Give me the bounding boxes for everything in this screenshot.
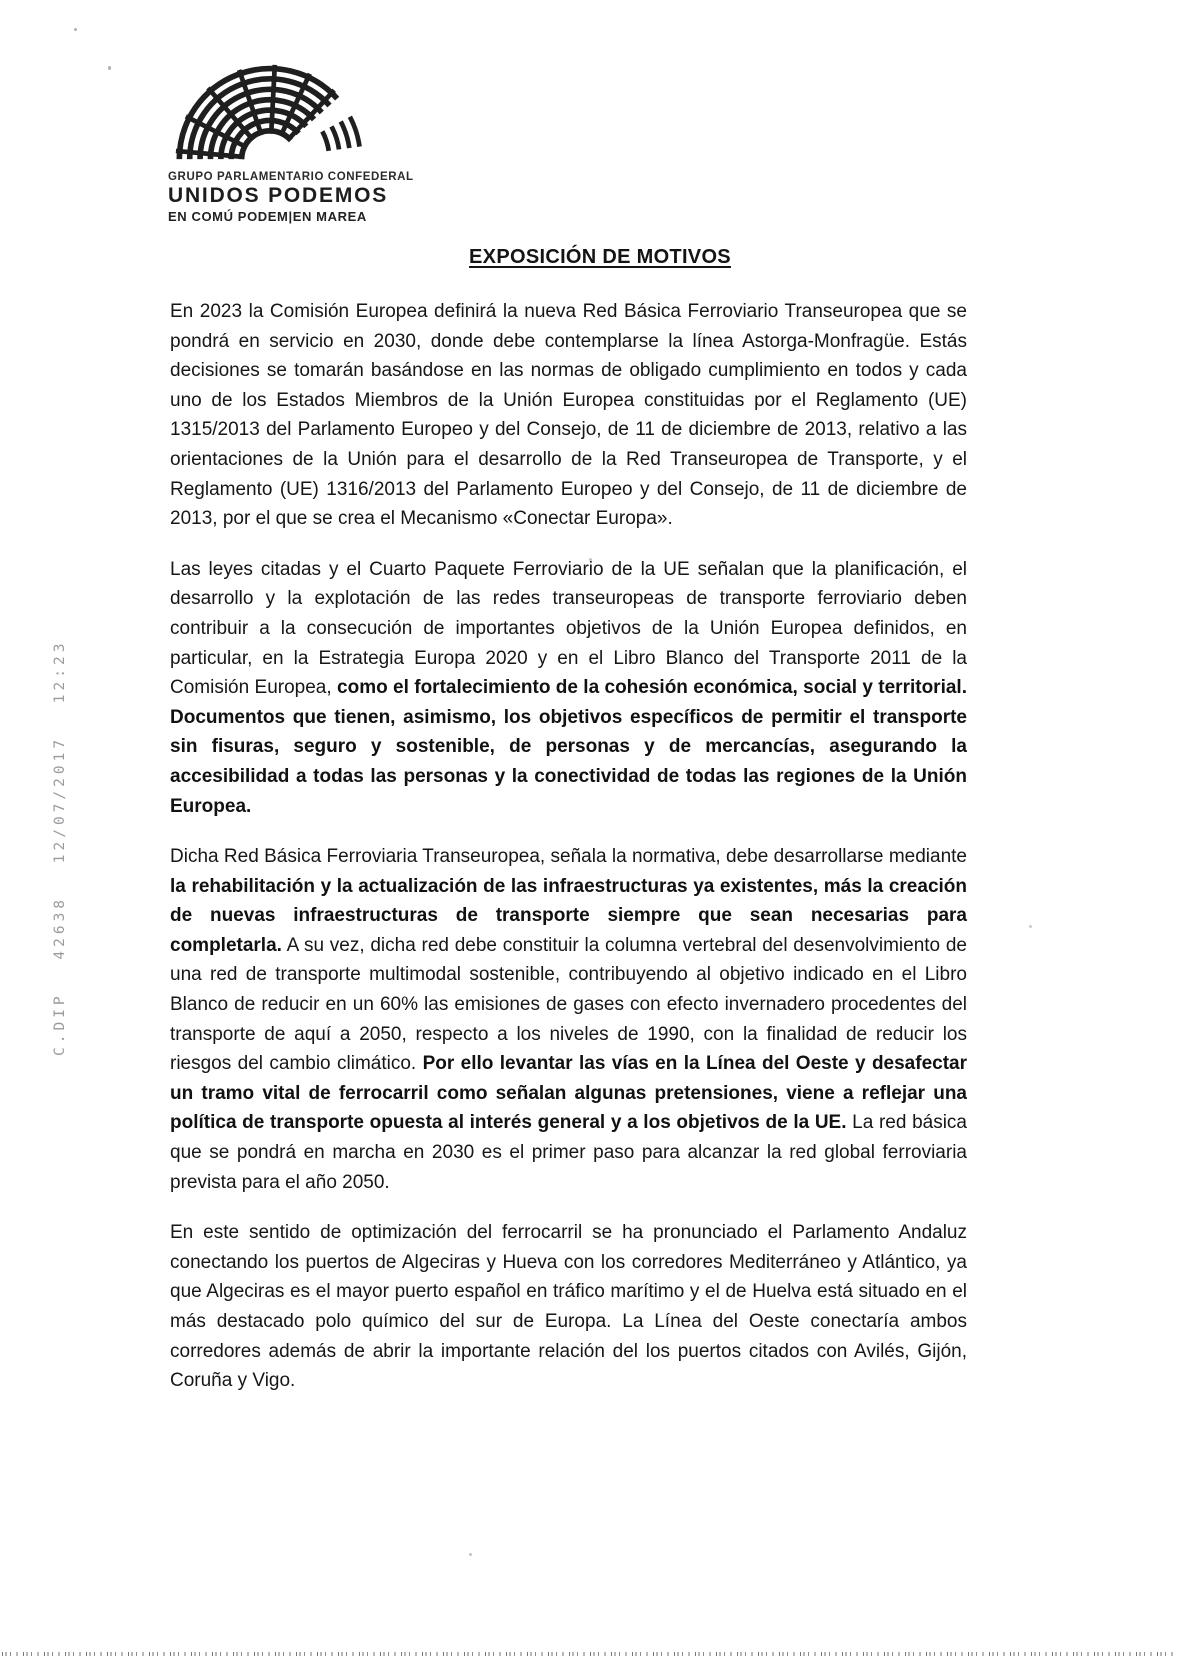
logo-coalition-line: EN COMÚ PODEM|EN MAREA xyxy=(168,209,367,224)
scan-speck xyxy=(1029,925,1032,928)
scan-speck xyxy=(108,66,111,70)
paragraph xyxy=(170,297,967,534)
paragraph-segment: En este sentido de optimización del ferrocarril se ha pronunciado el Parlamento Andaluz conectando los puertos de Algeciras y Hueva con los corredores Mediterráneo y Atlántico, ya que Algeciras es el mayor puerto español en tráfico marítimo y el de Huelva está situado en el más destacado polo químico del sur de Europa. La Línea del Oeste conectaría ambos corredores además de abrir la importante relación del los puertos citados con Avilés, Gijón, Coruña y Vigo. xyxy=(170,1222,967,1392)
logo xyxy=(168,56,428,224)
paragraph-bold-segment: la rehabilitación y la actualización de las infraestructuras ya existentes, más la creación de nuevas infraestructuras de transporte siempre que sean necesarias para completarla. xyxy=(170,875,967,956)
paragraph-segment: Dicha Red Básica Ferroviaria Transeuropea, señala la normativa, debe desarrollarse mediante xyxy=(170,846,967,868)
paragraph-segment: La red básica que se pondrá en marcha en 2030 es el primer paso para alcanzar la red global ferroviaria prevista para el año 2050. xyxy=(170,1112,967,1193)
scan-artifact-line xyxy=(2,1652,1177,1656)
scan-speck xyxy=(589,558,592,561)
paragraph xyxy=(170,555,967,821)
paragraph-segment: A su vez, dicha red debe constituir la columna vertebral del desenvolvimiento de una red de transporte multimodal sostenible, contribuyendo al objetivo indicado en el Libro Blanco de reducir en un 60% las emisiones de gases con efecto invernadero procedentes del transporte de aquí a 2050, respecto a los niveles de 1990, con la finalidad de reducir los riesgos del cambio climático. xyxy=(170,934,967,1075)
paragraph-segment: En 2023 la Comisión Europea definirá la nueva Red Básica Ferroviario Transeuropea que se pondrá en servicio en 2030, donde debe contemplarse la línea Astorga-Monfragüe. Estás decisiones se tomarán basándose en las normas de obligado cumplimiento en todos y cada uno de los Estados Miembros de la Unión Europea constituidas por el Reglamento (UE) 1315/2013 del Parlamento Europeo y del Consejo, de 11 de diciembre de 2013, relativo a las orientaciones de la Unión para el desarrollo de la Red Transeuropea de Transporte, y el Reglamento (UE) 1316/2013 del Parlamento Europeo y del Consejo, de 11 de diciembre de 2013, por el que se crea el Mecanismo «Conectar Europa». xyxy=(170,301,967,530)
paragraph xyxy=(170,842,967,1197)
scan-speck xyxy=(469,1553,472,1556)
document-body xyxy=(170,297,967,1417)
hemicycle-logo-icon xyxy=(168,56,368,168)
paragraph-bold-segment: Por ello levantar las vías en la Línea del Oeste y desafectar un tramo vital de ferrocarril como señalan algunas pretensiones, viene a reflejar una política de transporte opuesta al interés general y a los objetivos de la UE. xyxy=(170,1053,967,1134)
paragraph-bold-segment: como el fortalecimiento de la cohesión económica, social y territorial. Documentos que tienen, asimismo, los objetivos específicos de permitir el transporte sin fisuras, seguro y sostenible, de personas y de mercancías, asegurando la accesibilidad a todas las personas y la conectividad de todas las regiones de la Unión Europea. xyxy=(170,677,967,817)
scan-speck xyxy=(74,28,77,31)
paragraph-segment: Las leyes citadas y el Cuarto Paquete Ferroviario de la UE señalan que la planificación, el desarrollo y la explotación de las redes transeuropeas de transporte ferroviario deben contribuir a la consecución de importantes objetivos de la Unión Europea definidos, en particular, en la Estrategia Europa 2020 y en el Libro Blanco del Transporte 2011 de la Comisión Europea, xyxy=(170,558,967,699)
logo-group-name: UNIDOS PODEMOS xyxy=(168,184,389,207)
registry-stamp: C.DIP 42638 12/07/2017 12:23 xyxy=(52,639,68,1056)
paragraph xyxy=(170,1218,967,1396)
logo-org-line: GRUPO PARLAMENTARIO CONFEDERAL xyxy=(168,171,414,183)
document-title: EXPOSICIÓN DE MOTIVOS xyxy=(469,246,731,268)
